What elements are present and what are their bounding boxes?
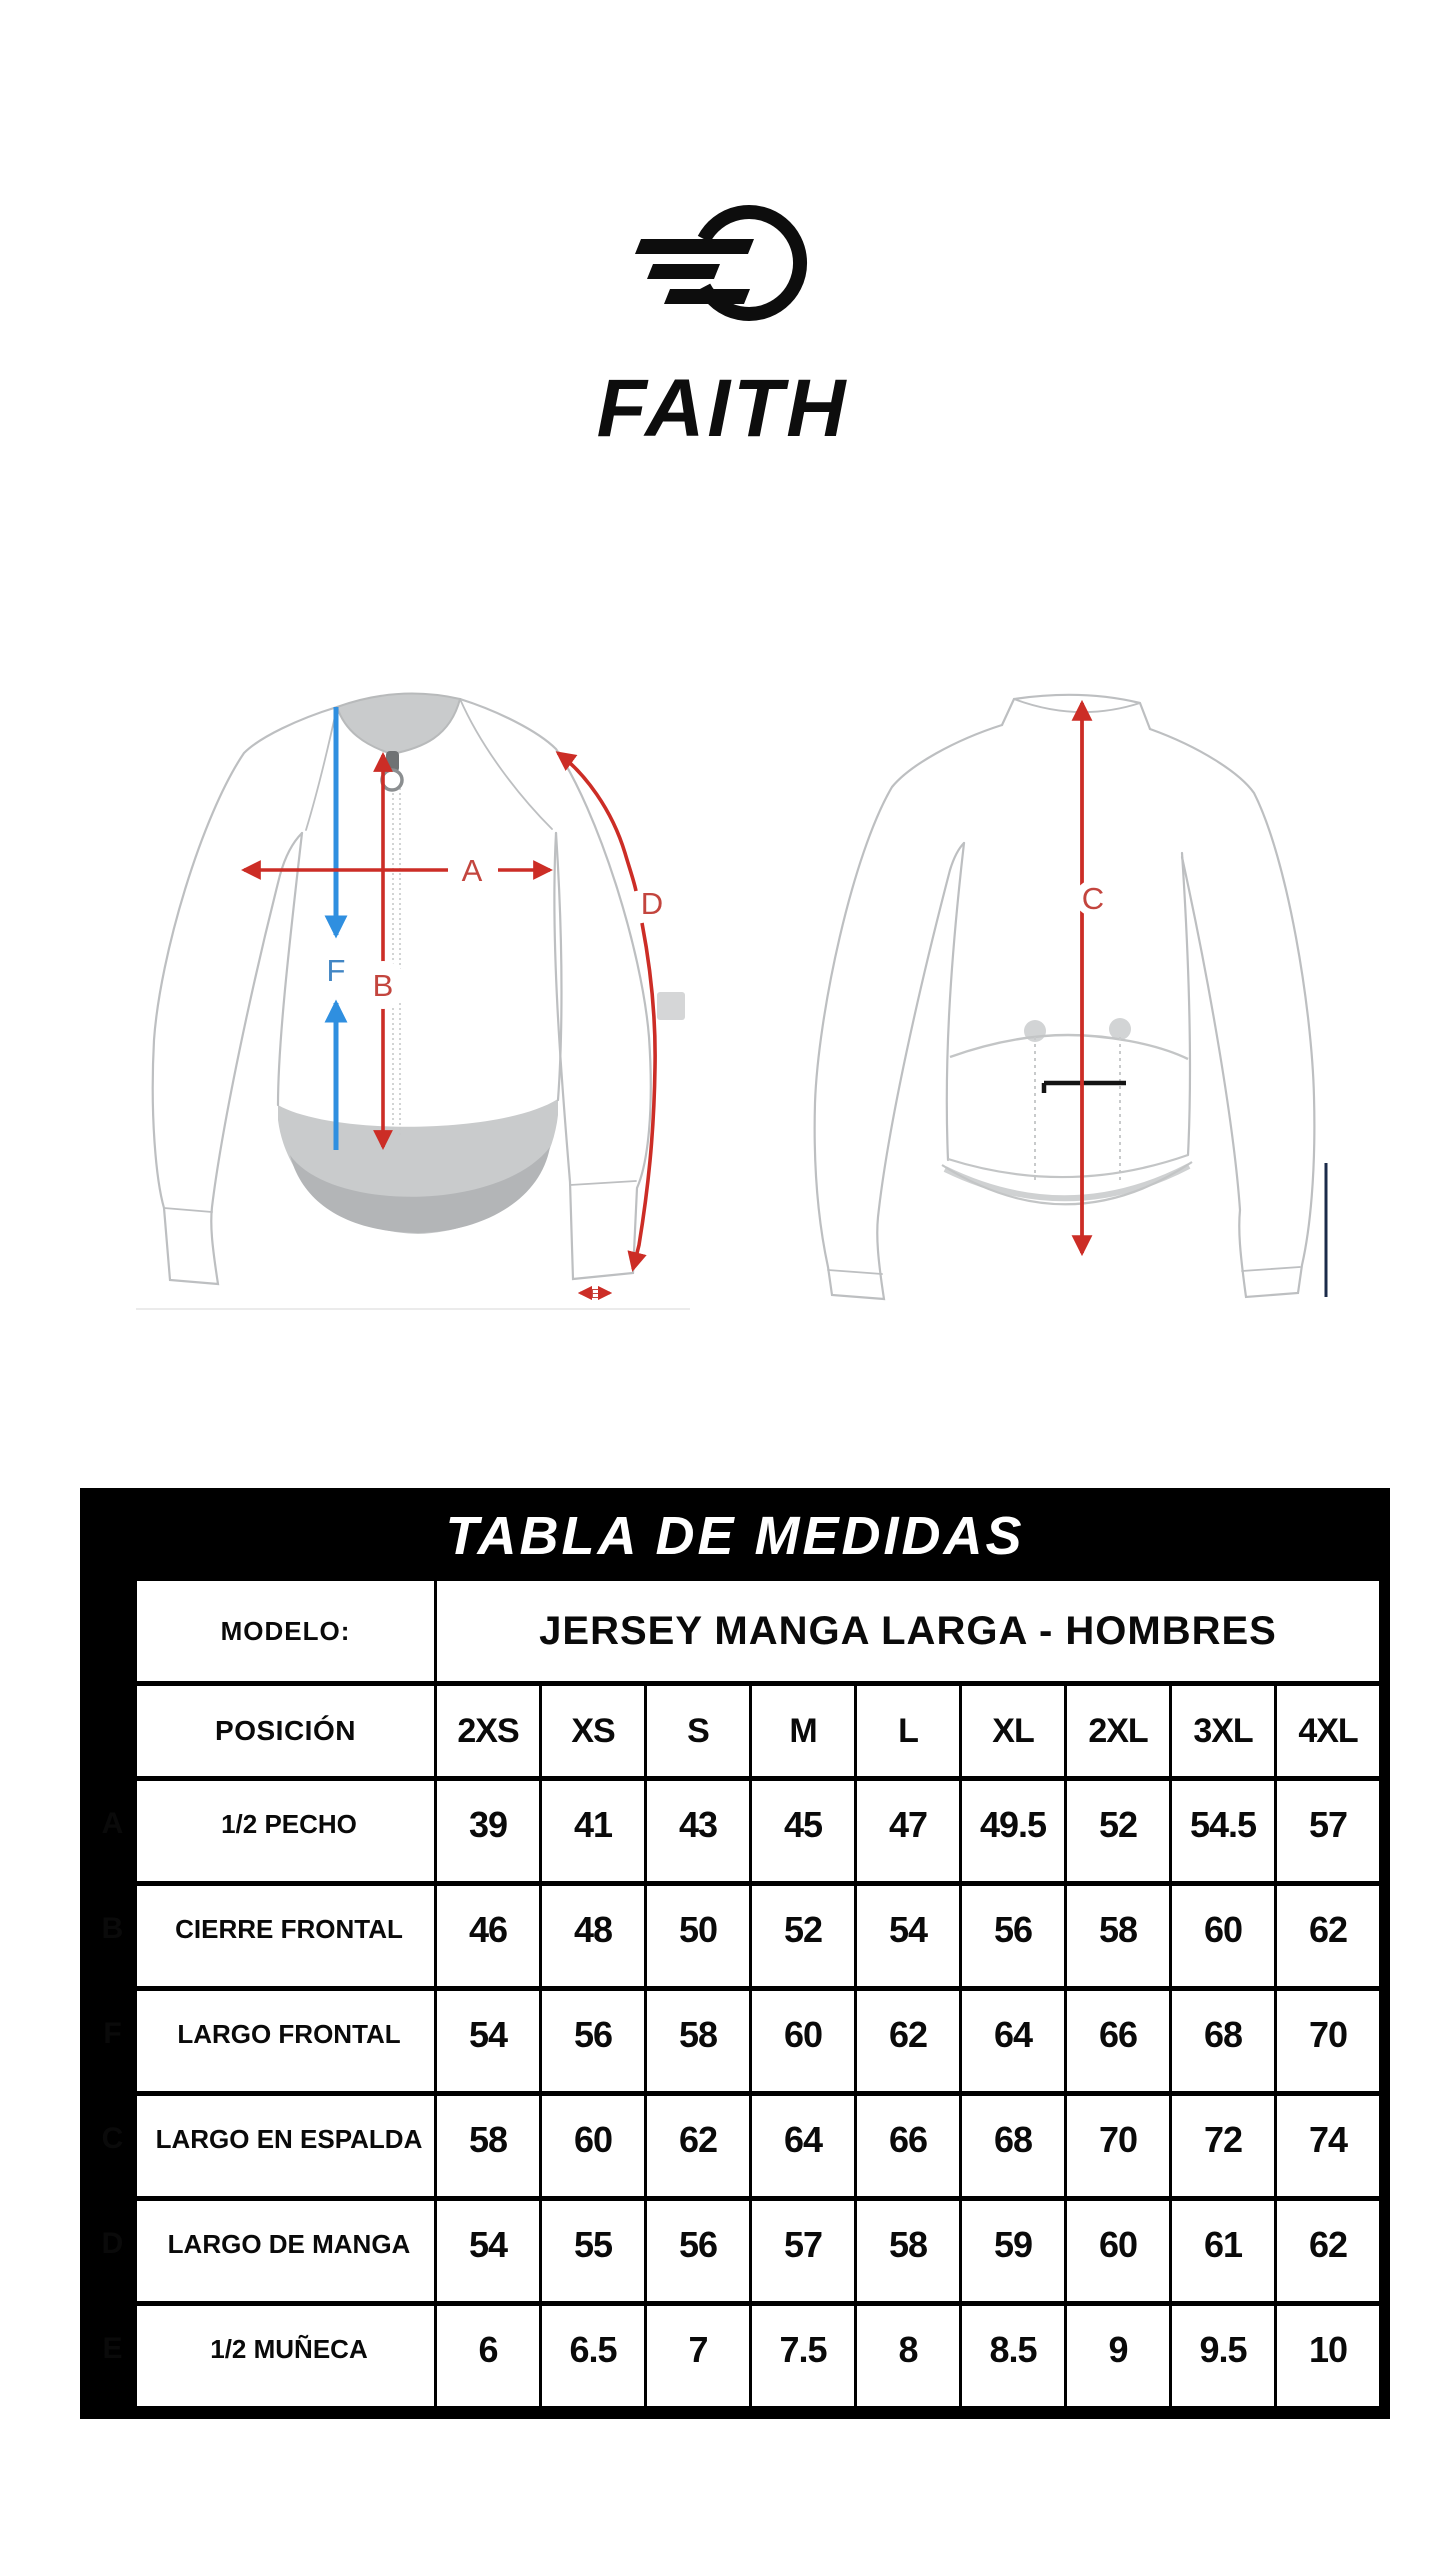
size-value: 49.5 (961, 1779, 1066, 1884)
size-value: 62 (856, 1989, 961, 2094)
size-header: M (751, 1684, 856, 1779)
table-row (90, 2304, 1381, 2409)
size-header: 2XL (1066, 1684, 1171, 1779)
measure-label-b: B (372, 968, 394, 1003)
size-value: 60 (751, 1989, 856, 2094)
row-label: CIERRE FRONTAL (136, 1884, 436, 1989)
size-value: 43 (646, 1779, 751, 1884)
size-value: 72 (1171, 2094, 1276, 2199)
row-letter: A (90, 1779, 136, 1884)
side-tab (657, 992, 685, 1020)
zipper-pull-icon (382, 770, 402, 790)
size-value: 6.5 (541, 2304, 646, 2409)
front-jersey-diagram (130, 685, 700, 1325)
size-value: 48 (541, 1884, 646, 1989)
size-value: 68 (1171, 1989, 1276, 2094)
pocket-zipper-line (1044, 1083, 1126, 1093)
size-header: 2XS (436, 1684, 541, 1779)
size-value: 60 (541, 2094, 646, 2199)
row-letter: F (90, 1989, 136, 2094)
size-value: 54.5 (1171, 1779, 1276, 1884)
row-letter: B (90, 1884, 136, 1989)
row-label: LARGO FRONTAL (136, 1989, 436, 2094)
size-value: 62 (1276, 2199, 1381, 2304)
model-row (90, 1579, 1381, 1684)
size-value: 45 (751, 1779, 856, 1884)
size-value: 68 (961, 2094, 1066, 2199)
size-value: 54 (856, 1884, 961, 1989)
row-letter: E (90, 2304, 136, 2409)
measure-label-c: C (1081, 881, 1105, 916)
size-value: 64 (751, 2094, 856, 2199)
measure-label-e: E (590, 1286, 600, 1301)
row-label: LARGO DE MANGA (136, 2199, 436, 2304)
size-value: 6 (436, 2304, 541, 2409)
size-value: 62 (646, 2094, 751, 2199)
size-value: 8 (856, 2304, 961, 2409)
size-value: 58 (436, 2094, 541, 2199)
size-value: 7 (646, 2304, 751, 2409)
size-header: S (646, 1684, 751, 1779)
front-hem (278, 1099, 558, 1234)
table-row (90, 1989, 1381, 2094)
size-value: 39 (436, 1779, 541, 1884)
size-value: 9.5 (1171, 2304, 1276, 2409)
size-value: 56 (961, 1884, 1066, 1989)
size-value: 58 (1066, 1884, 1171, 1989)
measure-label-a: A (461, 853, 483, 888)
row-letter: D (90, 2199, 136, 2304)
brand-wordmark: FAITH (596, 363, 849, 454)
position-header: POSICIÓN (136, 1684, 436, 1779)
back-jersey-outline (815, 695, 1315, 1299)
size-value: 66 (856, 2094, 961, 2199)
size-value: 60 (1171, 1884, 1276, 1989)
row-label: 1/2 MUÑECA (136, 2304, 436, 2409)
size-value: 54 (436, 1989, 541, 2094)
model-label: MODELO: (136, 1579, 436, 1684)
size-value: 52 (1066, 1779, 1171, 1884)
size-value: 62 (1276, 1884, 1381, 1989)
size-table (80, 1488, 1390, 2419)
size-table-grid (88, 1576, 1382, 2411)
size-value: 10 (1276, 2304, 1381, 2409)
size-value: 59 (961, 2199, 1066, 2304)
size-header: XL (961, 1684, 1066, 1779)
size-value: 8.5 (961, 2304, 1066, 2409)
speed-circle-icon (627, 203, 823, 355)
front-collar (337, 694, 460, 754)
table-row (90, 2094, 1381, 2199)
size-value: 41 (541, 1779, 646, 1884)
size-value: 64 (961, 1989, 1066, 2094)
table-row (90, 2199, 1381, 2304)
table-row (90, 1884, 1381, 1989)
back-jersey-diagram (790, 685, 1340, 1325)
size-value: 54 (436, 2199, 541, 2304)
size-value: 61 (1171, 2199, 1276, 2304)
table-title: TABLA DE MEDIDAS (88, 1496, 1382, 1576)
size-value: 74 (1276, 2094, 1381, 2199)
size-header: L (856, 1684, 961, 1779)
size-value: 7.5 (751, 2304, 856, 2409)
size-header: 4XL (1276, 1684, 1381, 1779)
size-value: 57 (1276, 1779, 1381, 1884)
size-header: XS (541, 1684, 646, 1779)
measure-d-arrow (558, 753, 655, 1269)
measure-label-d: D (640, 886, 664, 921)
size-value: 50 (646, 1884, 751, 1989)
size-value: 52 (751, 1884, 856, 1989)
size-value: 56 (541, 1989, 646, 2094)
size-value: 58 (646, 1989, 751, 2094)
size-value: 70 (1276, 1989, 1381, 2094)
size-value: 57 (751, 2199, 856, 2304)
size-value: 56 (646, 2199, 751, 2304)
size-value: 55 (541, 2199, 646, 2304)
size-value: 70 (1066, 2094, 1171, 2199)
model-value: JERSEY MANGA LARGA - HOMBRES (436, 1579, 1381, 1684)
size-value: 9 (1066, 2304, 1171, 2409)
row-letter: C (90, 2094, 136, 2199)
size-value: 46 (436, 1884, 541, 1989)
row-label: LARGO EN ESPALDA (136, 2094, 436, 2199)
size-value: 58 (856, 2199, 961, 2304)
table-row (90, 1779, 1381, 1884)
size-value: 66 (1066, 1989, 1171, 2094)
size-header-row (90, 1684, 1381, 1779)
row-label: 1/2 PECHO (136, 1779, 436, 1884)
measure-label-f: F (326, 953, 346, 988)
zipper (382, 751, 402, 1137)
letter-cell-blank (90, 1684, 136, 1779)
size-value: 47 (856, 1779, 961, 1884)
size-value: 60 (1066, 2199, 1171, 2304)
letter-cell-blank (90, 1579, 136, 1684)
size-header: 3XL (1171, 1684, 1276, 1779)
back-hem (942, 1155, 1192, 1204)
back-pockets (950, 1018, 1188, 1181)
